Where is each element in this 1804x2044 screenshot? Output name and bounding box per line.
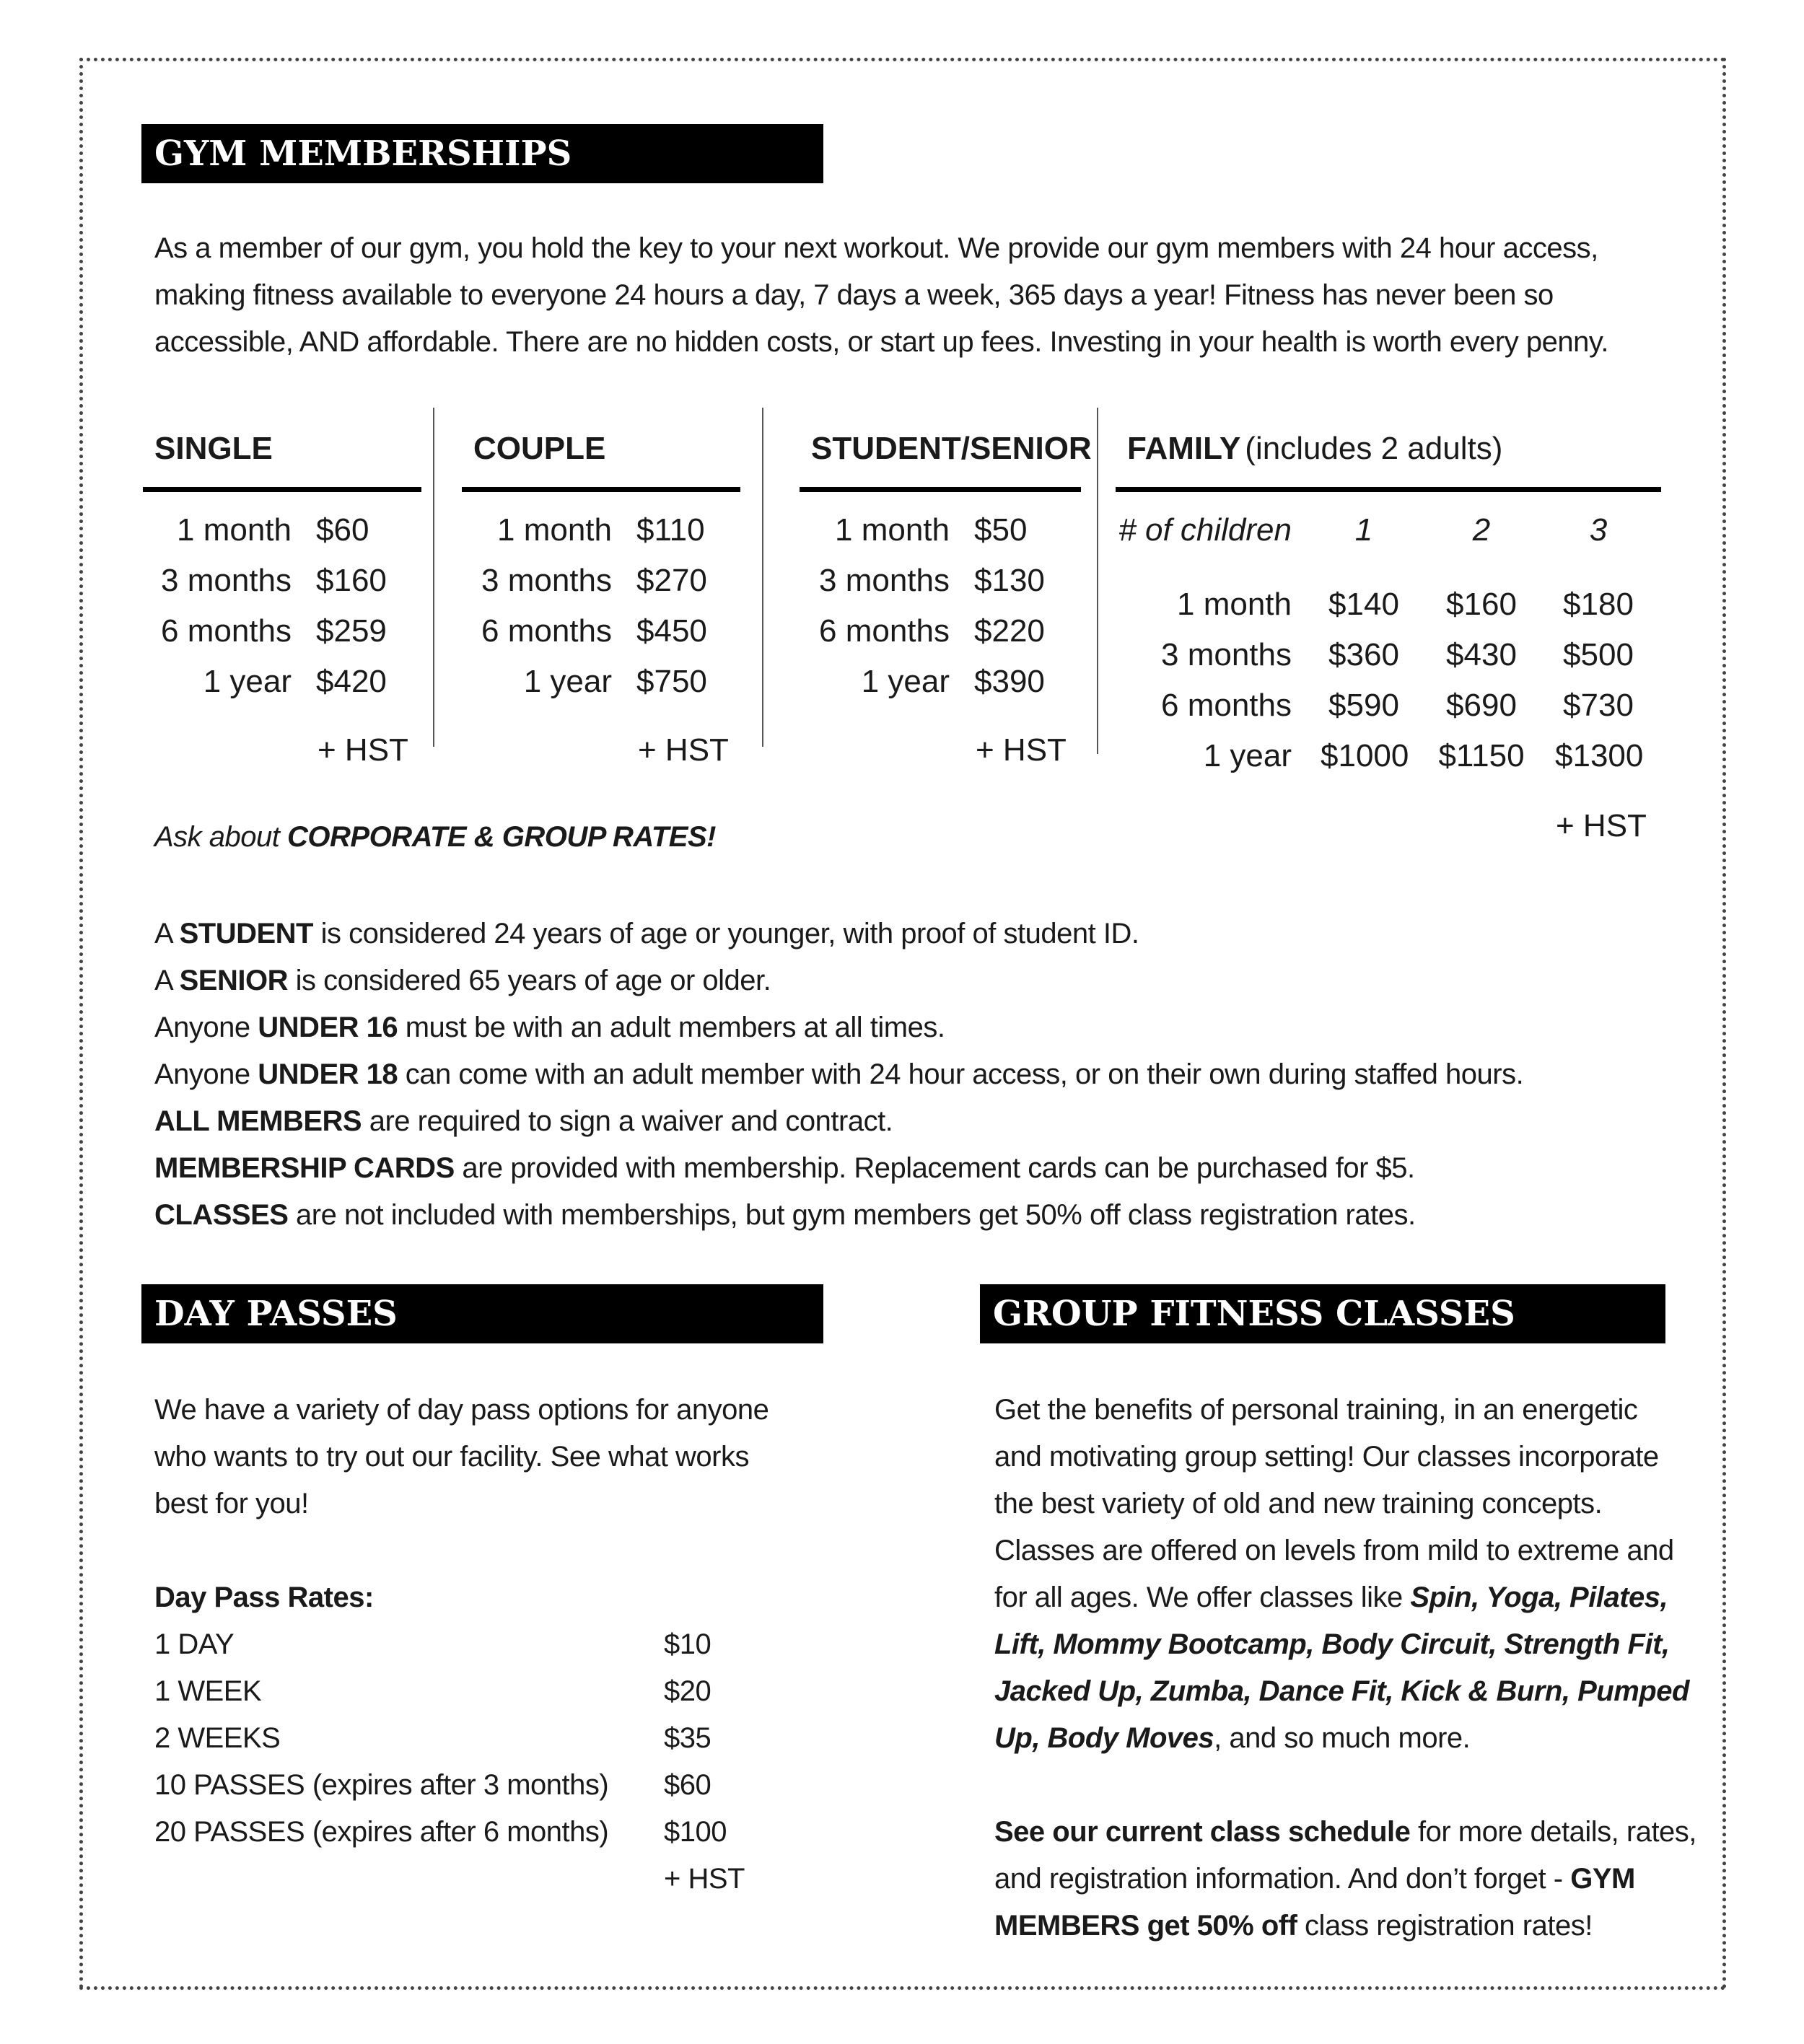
- group-line-9-rest: for more details, rates,: [1410, 1816, 1696, 1848]
- membership-note: [154, 1098, 893, 1145]
- single-rule: [143, 487, 421, 492]
- group-line-8: [994, 1715, 1470, 1762]
- day-pass-label: 20 PASSES (expires after 6 months): [154, 1816, 609, 1848]
- price-value: $220: [974, 613, 1045, 649]
- family-term-label: 6 months: [1161, 688, 1292, 723]
- term-label: 1 month: [835, 512, 950, 548]
- day-passes-intro: We have a variety of day pass options for anyone who wants to try out our facility. See what works best for you!: [154, 1394, 769, 1519]
- group-line-5: [994, 1574, 1668, 1621]
- day-pass-price: $100: [664, 1816, 727, 1848]
- family-tax: + HST: [1556, 808, 1647, 843]
- note-rest: must be with an adult members at all times.: [398, 1012, 945, 1043]
- group-line-5-emph: Spin, Yoga, Pilates,: [1410, 1582, 1668, 1613]
- day-pass-label: 1 WEEK: [154, 1675, 262, 1707]
- note-bold: UNDER 18: [258, 1058, 398, 1090]
- student-senior-title: STUDENT/SENIOR: [811, 431, 1092, 466]
- note-bold: MEMBERSHIP CARDS: [154, 1152, 455, 1184]
- day-pass-rates-title: Day Pass Rates:: [154, 1582, 374, 1613]
- family-subtitle: (includes 2 adults): [1245, 431, 1503, 466]
- term-label: 3 months: [819, 563, 950, 598]
- day-pass-label: 2 WEEKS: [154, 1722, 281, 1754]
- group-line-8-rest: , and so much more.: [1214, 1722, 1471, 1754]
- single-tax: + HST: [318, 732, 408, 768]
- note-rest: is considered 65 years of age or older.: [287, 965, 771, 996]
- note-bold: STUDENT: [179, 918, 313, 949]
- couple-title: COUPLE: [473, 431, 606, 466]
- family-price-value: $1300: [1555, 738, 1644, 773]
- group-line-2: and motivating group setting! Our classes incorporate: [994, 1441, 1659, 1473]
- day-pass-price: $10: [664, 1628, 711, 1660]
- corporate-prefix: Ask about: [154, 821, 288, 853]
- group-line-11: [994, 1903, 1593, 1949]
- price-value: $50: [974, 512, 1028, 548]
- group-line-9-bold: See our current class schedule: [994, 1816, 1411, 1848]
- group-line-10-bold: GYM: [1570, 1863, 1635, 1895]
- note-lead: Anyone: [154, 1058, 258, 1090]
- note-bold: CLASSES: [154, 1199, 289, 1231]
- day-pass-price: $20: [664, 1675, 711, 1707]
- price-value: $110: [636, 512, 705, 548]
- group-line-10-lead: and registration information. And don’t forget -: [994, 1863, 1571, 1895]
- family-price-value: $730: [1563, 688, 1634, 723]
- family-price-value: $500: [1563, 637, 1634, 672]
- column-separator: [1097, 408, 1098, 754]
- price-value: $750: [636, 664, 707, 699]
- day-pass-label: 10 PASSES (expires after 3 months): [154, 1769, 609, 1801]
- day-pass-tax: + HST: [664, 1863, 745, 1895]
- term-label: 1 year: [861, 664, 950, 699]
- family-children-1: 1: [1354, 512, 1373, 548]
- price-value: $130: [974, 563, 1045, 598]
- corporate-rates-note: [154, 814, 716, 861]
- single-title: SINGLE: [154, 431, 273, 466]
- term-label: 1 month: [177, 512, 292, 548]
- group-line-10: [994, 1856, 1635, 1903]
- note-lead: A: [154, 965, 180, 996]
- day-pass-price: $60: [664, 1769, 711, 1801]
- group-line-1: Get the benefits of personal training, in an energetic: [994, 1394, 1638, 1426]
- group-line-11-rest: class registration rates!: [1297, 1910, 1593, 1942]
- family-price-value: $1000: [1321, 738, 1409, 773]
- family-price-value: $690: [1446, 688, 1517, 723]
- day-pass-price: $35: [664, 1722, 711, 1754]
- family-children-2: 2: [1472, 512, 1491, 548]
- column-separator: [433, 408, 434, 747]
- membership-note: [154, 1004, 945, 1051]
- membership-note: [154, 911, 1139, 957]
- day-pass-label: 1 DAY: [154, 1628, 235, 1660]
- term-label: 3 months: [481, 563, 612, 598]
- note-rest: are not included with memberships, but gym members get 50% off class registration rates.: [288, 1199, 1416, 1231]
- price-value: $270: [636, 563, 707, 598]
- term-label: 1 year: [203, 664, 292, 699]
- note-rest: can come with an adult member with 24 hour access, or on their own during staffed hours.: [398, 1058, 1524, 1090]
- family-term-label: 1 year: [1203, 738, 1292, 773]
- family-title-label: FAMILY: [1127, 431, 1241, 466]
- term-label: 6 months: [161, 613, 292, 649]
- price-value: $450: [636, 613, 707, 649]
- memberships-heading: GYM MEMBERSHIPS: [141, 124, 823, 183]
- family-term-label: 3 months: [1161, 637, 1292, 672]
- student-senior-tax: + HST: [976, 732, 1067, 768]
- family-price-value: $360: [1328, 637, 1399, 672]
- term-label: 6 months: [819, 613, 950, 649]
- family-children-3: 3: [1589, 512, 1608, 548]
- couple-rule: [462, 487, 740, 492]
- family-term-label: 1 month: [1177, 587, 1292, 622]
- note-rest: are required to sign a waiver and contract.: [362, 1105, 893, 1137]
- price-value: $420: [316, 664, 387, 699]
- term-label: 1 year: [523, 664, 612, 699]
- family-price-value: $180: [1563, 587, 1634, 622]
- group-line-4: Classes are offered on levels from mild to extreme and: [994, 1535, 1674, 1566]
- price-value: $60: [316, 512, 369, 548]
- family-price-value: $160: [1446, 587, 1517, 622]
- note-bold: SENIOR: [179, 965, 288, 996]
- term-label: 1 month: [497, 512, 612, 548]
- family-price-value: $590: [1328, 688, 1399, 723]
- membership-note: [154, 1051, 1523, 1098]
- term-label: 6 months: [481, 613, 612, 649]
- group-line-6: Lift, Mommy Bootcamp, Body Circuit, Strength Fit,: [994, 1628, 1670, 1660]
- family-rule: [1116, 487, 1661, 492]
- family-price-value: $430: [1446, 637, 1517, 672]
- group-line-7: Jacked Up, Zumba, Dance Fit, Kick & Burn, Pumped: [994, 1675, 1689, 1707]
- price-value: $160: [316, 563, 387, 598]
- membership-note: [154, 1192, 1416, 1239]
- day-passes-heading: DAY PASSES: [141, 1284, 823, 1343]
- note-rest: is considered 24 years of age or younger, with proof of student ID.: [312, 918, 1139, 949]
- family-price-value: $140: [1328, 587, 1399, 622]
- note-rest: are provided with membership. Replacement cards can be purchased for $5.: [454, 1152, 1415, 1184]
- family-children-label: # of children: [1118, 512, 1292, 548]
- group-line-3: the best variety of old and new training concepts.: [994, 1488, 1603, 1519]
- group-line-11-bold: MEMBERS get 50% off: [994, 1910, 1297, 1942]
- corporate-emph: CORPORATE & GROUP RATES!: [287, 821, 716, 853]
- family-title: [1127, 427, 1502, 470]
- price-value: $259: [316, 613, 387, 649]
- student-senior-rule: [800, 487, 1081, 492]
- note-bold: UNDER 16: [258, 1012, 398, 1043]
- group-line-8-emph: Up, Body Moves: [994, 1722, 1214, 1754]
- note-bold: ALL MEMBERS: [154, 1105, 362, 1137]
- group-classes-heading: GROUP FITNESS CLASSES: [980, 1284, 1665, 1343]
- memberships-intro: As a member of our gym, you hold the key to your next workout. We provide our gym members with 24 hour access, making fitness available to everyone 24 hours a day, 7 days a week, 365 days a year! Fitness has never been so accessible, AND affordable. There are no hidden costs, or start up fees. Investing in your health is worth every penny.: [154, 232, 1608, 358]
- price-value: $390: [974, 664, 1045, 699]
- couple-tax: + HST: [638, 732, 729, 768]
- note-lead: A: [154, 918, 180, 949]
- membership-note: [154, 957, 771, 1004]
- membership-note: [154, 1145, 1415, 1192]
- group-line-5-lead: for all ages. We offer classes like: [994, 1582, 1411, 1613]
- column-separator: [762, 408, 763, 747]
- note-lead: Anyone: [154, 1012, 258, 1043]
- family-price-value: $1150: [1438, 738, 1525, 773]
- term-label: 3 months: [161, 563, 292, 598]
- group-line-9: [994, 1809, 1696, 1856]
